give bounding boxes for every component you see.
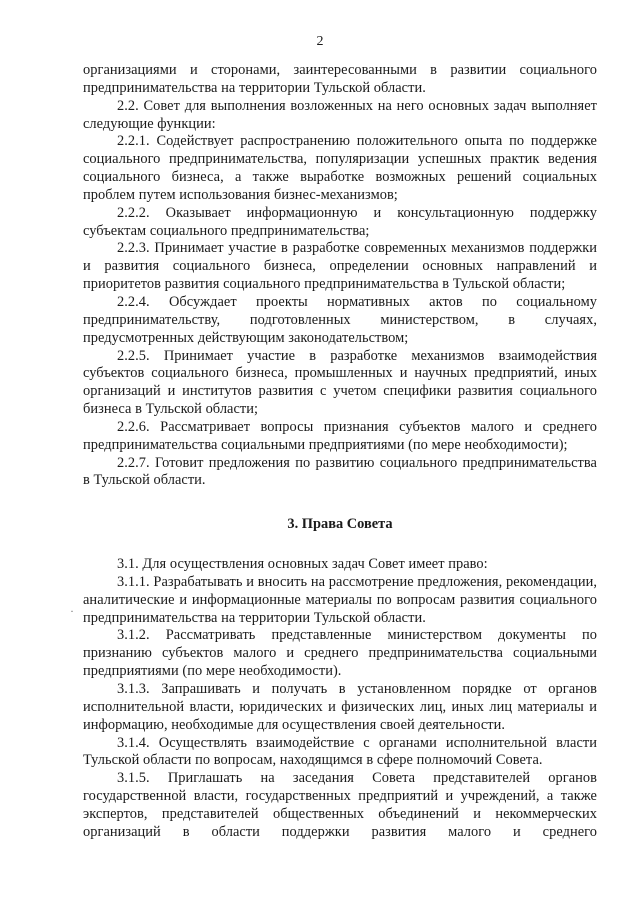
scan-speck: · — [70, 604, 74, 618]
page-number: 2 — [316, 34, 324, 49]
paragraph-3-1: 3.1. Для осуществления основных задач Совет имеет право: — [117, 556, 488, 573]
paragraph: организациями и сторонами, заинтересованными в развитии социального предпринимательства на территории Тульской области. — [83, 62, 597, 96]
paragraph-3-1-3: 3.1.3. Запрашивать и получать в установленном порядке от органов исполнительной власти, юридических и физических лиц, иных лиц материалы и информацию, необходимые для осуществления своей деятельности. — [83, 681, 597, 733]
paragraph-2-2-4: 2.2.4. Обсуждает проекты нормативных актов по социальному предпринимательству, подготовленных министерством, в случаях, предусмотренных действующим законодательством; — [83, 293, 597, 346]
paragraph-3-1-4: 3.1.4. Осуществлять взаимодействие с органами исполнительной власти Тульской области по вопросам, находящимся в сфере полномочий Совета. — [83, 734, 597, 769]
paragraph-2-2: 2.2. Совет для выполнения возложенных на него основных задач выполняет следующие функции: — [83, 97, 597, 132]
paragraph-2-2-5: 2.2.5. Принимает участие в разработке механизмов взаимодействия субъектов социального бизнеса, промышленных и научных предприятий, иных организаций и институтов развития с учетом специфики развития социального бизнеса в Тульской области; — [83, 347, 597, 418]
paragraph-2-2-2: 2.2.2. Оказывает информационную и консультационную поддержку субъектам социального предпринимательства; — [83, 204, 597, 239]
paragraph-2-2-7: 2.2.7. Готовит предложения по развитию социального предпринимательства в Тульской области. — [83, 454, 597, 489]
paragraph-2-2-3: 2.2.3. Принимает участие в разработке современных механизмов поддержки и развития социального бизнеса, определении основных направлений и приоритетов развития социального предпринимательства в Тульской области; — [83, 240, 597, 293]
paragraph-3-1-5: 3.1.5. Приглашать на заседания Совета представителей органов государственной власти, государственных предприятий и учреждений, а также экспертов, представителей общественных объединений и некоммерческих организаций в области поддержки развития малого и среднего — [83, 770, 597, 840]
paragraph-3-1-2: 3.1.2. Рассматривать представленные министерством документы по признанию субъектов малого и среднего предпринимательства социальными предприятиями (по мере необходимости). — [83, 627, 597, 680]
section-heading: 3. Права Совета — [287, 516, 393, 533]
paragraph-2-2-1: 2.2.1. Содействует распространению положительного опыта по поддержке социального предпринимательства, популяризации успешных практик ведения социального бизнеса, а также выработке возможных решений социальных проблем путем использования бизнес-механизмов; — [83, 133, 597, 203]
paragraph-3-1-1: 3.1.1. Разрабатывать и вносить на рассмотрение предложения, рекомендации, аналитические и информационные материалы по вопросам развития социального предпринимательства на территории Тульской области. — [83, 573, 597, 626]
paragraph-2-2-6: 2.2.6. Рассматривает вопросы признания субъектов малого и среднего предпринимательства социальными предприятиями (по мере необходимости); — [83, 418, 597, 453]
document-body — [83, 62, 597, 842]
